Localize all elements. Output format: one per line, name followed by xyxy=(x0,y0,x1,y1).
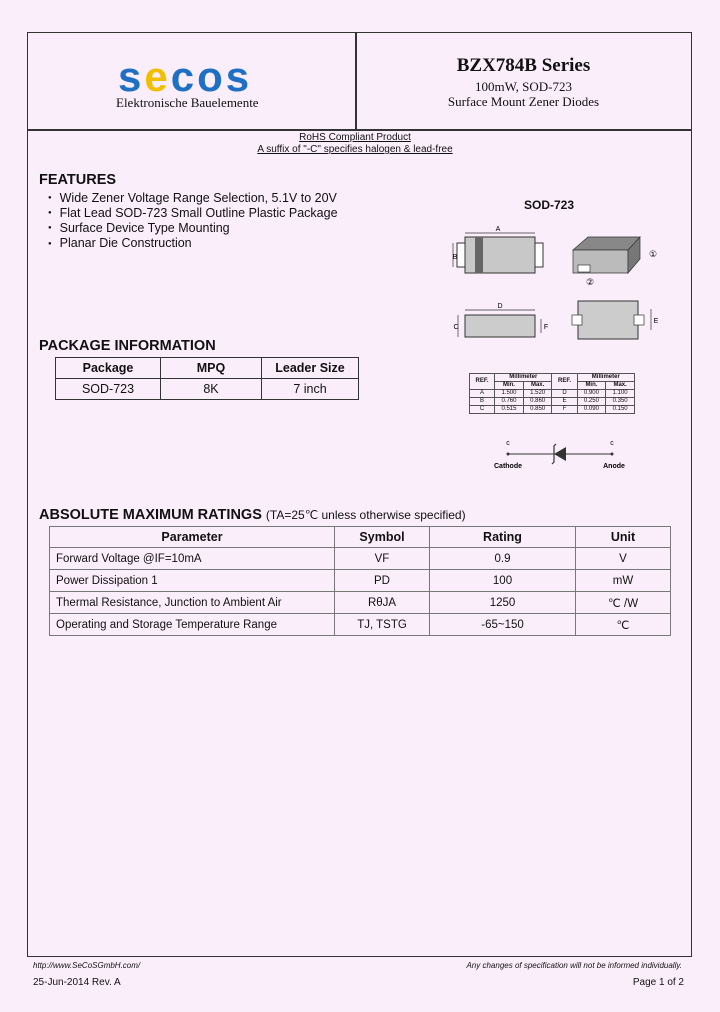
dim-cell: 0.850 xyxy=(523,406,552,414)
ref-header: REF. xyxy=(470,374,495,390)
rating-cell: 1250 xyxy=(430,592,576,614)
dim-label-c: C xyxy=(453,324,459,331)
symbol-col-header: Symbol xyxy=(335,527,430,548)
symbol-cell: PD xyxy=(335,570,430,592)
dimension-table xyxy=(469,373,635,414)
dim-cell: 1.520 xyxy=(523,390,552,398)
doc-subtitle: 100mW, SOD-723 xyxy=(474,79,573,94)
mpq-col-header: MPQ xyxy=(161,358,262,379)
parameter-cell: Power Dissipation 1 xyxy=(50,570,335,592)
table-row xyxy=(50,548,671,570)
footer-notice: Any changes of specification will not be informed individually. xyxy=(466,961,682,970)
pin-2-label: ② xyxy=(585,278,595,288)
package-cell: SOD-723 xyxy=(56,379,161,400)
page-frame xyxy=(27,32,692,957)
side-view-body xyxy=(465,315,535,337)
company-logo: secos xyxy=(118,53,253,100)
dim-cell: 0.900 xyxy=(577,390,606,398)
unit-cell: mW xyxy=(576,570,671,592)
unit-cell: ℃ /W xyxy=(576,592,671,614)
table-row xyxy=(470,406,635,414)
footer-date: 25-Jun-2014 Rev. A xyxy=(33,977,121,988)
parameter-cell: Thermal Resistance, Junction to Ambient Air xyxy=(50,592,335,614)
ratings-heading-text: ABSOLUTE MAXIMUM RATINGS xyxy=(39,507,262,523)
zener-diode-symbol xyxy=(554,447,566,461)
dim-cell: D xyxy=(552,390,577,398)
max-header: Max. xyxy=(606,382,635,390)
symbol-cell: RθJA xyxy=(335,592,430,614)
symbol-cell: TJ, TSTG xyxy=(335,614,430,636)
features-heading: FEATURES xyxy=(39,172,117,188)
dim-label-a: A xyxy=(495,226,501,233)
parameter-cell: Operating and Storage Temperature Range xyxy=(50,614,335,636)
ratings-heading xyxy=(39,507,466,523)
package-col-header: Package xyxy=(56,358,161,379)
anode-label: Anode xyxy=(603,463,625,470)
features-list xyxy=(48,191,338,251)
leader-size-cell: 7 inch xyxy=(262,379,359,400)
ratings-table xyxy=(49,526,671,636)
cathode-label: Cathode xyxy=(494,463,522,470)
ratings-condition: (TA=25℃ unless otherwise specified) xyxy=(265,508,466,522)
rohs-line-1: RoHS Compliant Product xyxy=(299,132,411,143)
min-header: Min. xyxy=(577,382,606,390)
outline-title: SOD-723 xyxy=(524,198,575,212)
lead-right xyxy=(535,243,543,267)
parameter-cell: Forward Voltage @IF=10mA xyxy=(50,548,335,570)
table-row xyxy=(56,379,359,400)
package-table xyxy=(55,357,359,400)
dim-cell: C xyxy=(470,406,495,414)
package-info-heading: PACKAGE INFORMATION xyxy=(39,338,216,354)
dim-cell: F xyxy=(552,406,577,414)
table-row xyxy=(470,390,635,398)
dim-cell: 1.100 xyxy=(606,390,635,398)
zener-schematic xyxy=(488,436,638,472)
table-row xyxy=(50,592,671,614)
dim-cell: 0.515 xyxy=(495,406,524,414)
dim-cell: 0.350 xyxy=(606,398,635,406)
rating-cell: -65~150 xyxy=(430,614,576,636)
table-row xyxy=(50,570,671,592)
rating-cell: 0.9 xyxy=(430,548,576,570)
doc-description: Surface Mount Zener Diodes xyxy=(447,94,600,109)
unit-cell: V xyxy=(576,548,671,570)
feature-item: ● Planar Die Construction xyxy=(48,236,338,251)
symbol-cell: VF xyxy=(335,548,430,570)
lead-left xyxy=(457,243,465,267)
bottom-view-body xyxy=(578,301,638,339)
leader-size-col-header: Leader Size xyxy=(262,358,359,379)
dim-cell: 0.150 xyxy=(606,406,635,414)
dim-cell: 0.250 xyxy=(577,398,606,406)
rating-cell: 100 xyxy=(430,570,576,592)
table-row xyxy=(470,398,635,406)
dim-label-e: E xyxy=(653,318,659,325)
rating-col-header: Rating xyxy=(430,527,576,548)
package-outline-drawing xyxy=(448,215,672,350)
unit-header: Millimeter xyxy=(495,374,552,382)
cathode-band xyxy=(475,237,483,273)
logo-subtitle: Elektronische Bauelemente xyxy=(116,95,259,110)
mpq-cell: 8K xyxy=(161,379,262,400)
rohs-line-2: A suffix of "-C" specifies halogen & lead-free xyxy=(257,144,453,155)
dim-cell: 0.760 xyxy=(495,398,524,406)
table-row xyxy=(50,614,671,636)
doc-title: BZX784B Series xyxy=(456,55,591,76)
dim-cell: A xyxy=(470,390,495,398)
feature-item: ● Flat Lead SOD-723 Small Outline Plastic Package xyxy=(48,206,338,221)
dim-label-d: D xyxy=(497,303,503,310)
anode-pin-label: c xyxy=(610,440,614,447)
pin-1-label: ① xyxy=(648,250,658,260)
footer-page: Page 1 of 2 xyxy=(632,977,684,988)
footer-url[interactable]: http://www.SeCoSGmbH.com/ xyxy=(33,961,141,970)
dim-cell: E xyxy=(552,398,577,406)
header-bottom-rule xyxy=(27,129,692,131)
dim-cell: 1.500 xyxy=(495,390,524,398)
dim-label-f: F xyxy=(543,324,549,331)
cathode-pin-label: c xyxy=(506,440,510,447)
unit-header: Millimeter xyxy=(577,374,634,382)
unit-cell: ℃ xyxy=(576,614,671,636)
dim-label-b: B xyxy=(452,254,458,261)
dim-cell: 0.090 xyxy=(577,406,606,414)
parameter-col-header: Parameter xyxy=(50,527,335,548)
feature-item: ● Wide Zener Voltage Range Selection, 5.1V to 20V xyxy=(48,191,338,206)
dim-cell: 0.860 xyxy=(523,398,552,406)
unit-col-header: Unit xyxy=(576,527,671,548)
max-header: Max. xyxy=(523,382,552,390)
feature-item: ● Surface Device Type Mounting xyxy=(48,221,338,236)
ref-header: REF. xyxy=(552,374,577,390)
dim-cell: B xyxy=(470,398,495,406)
min-header: Min. xyxy=(495,382,524,390)
